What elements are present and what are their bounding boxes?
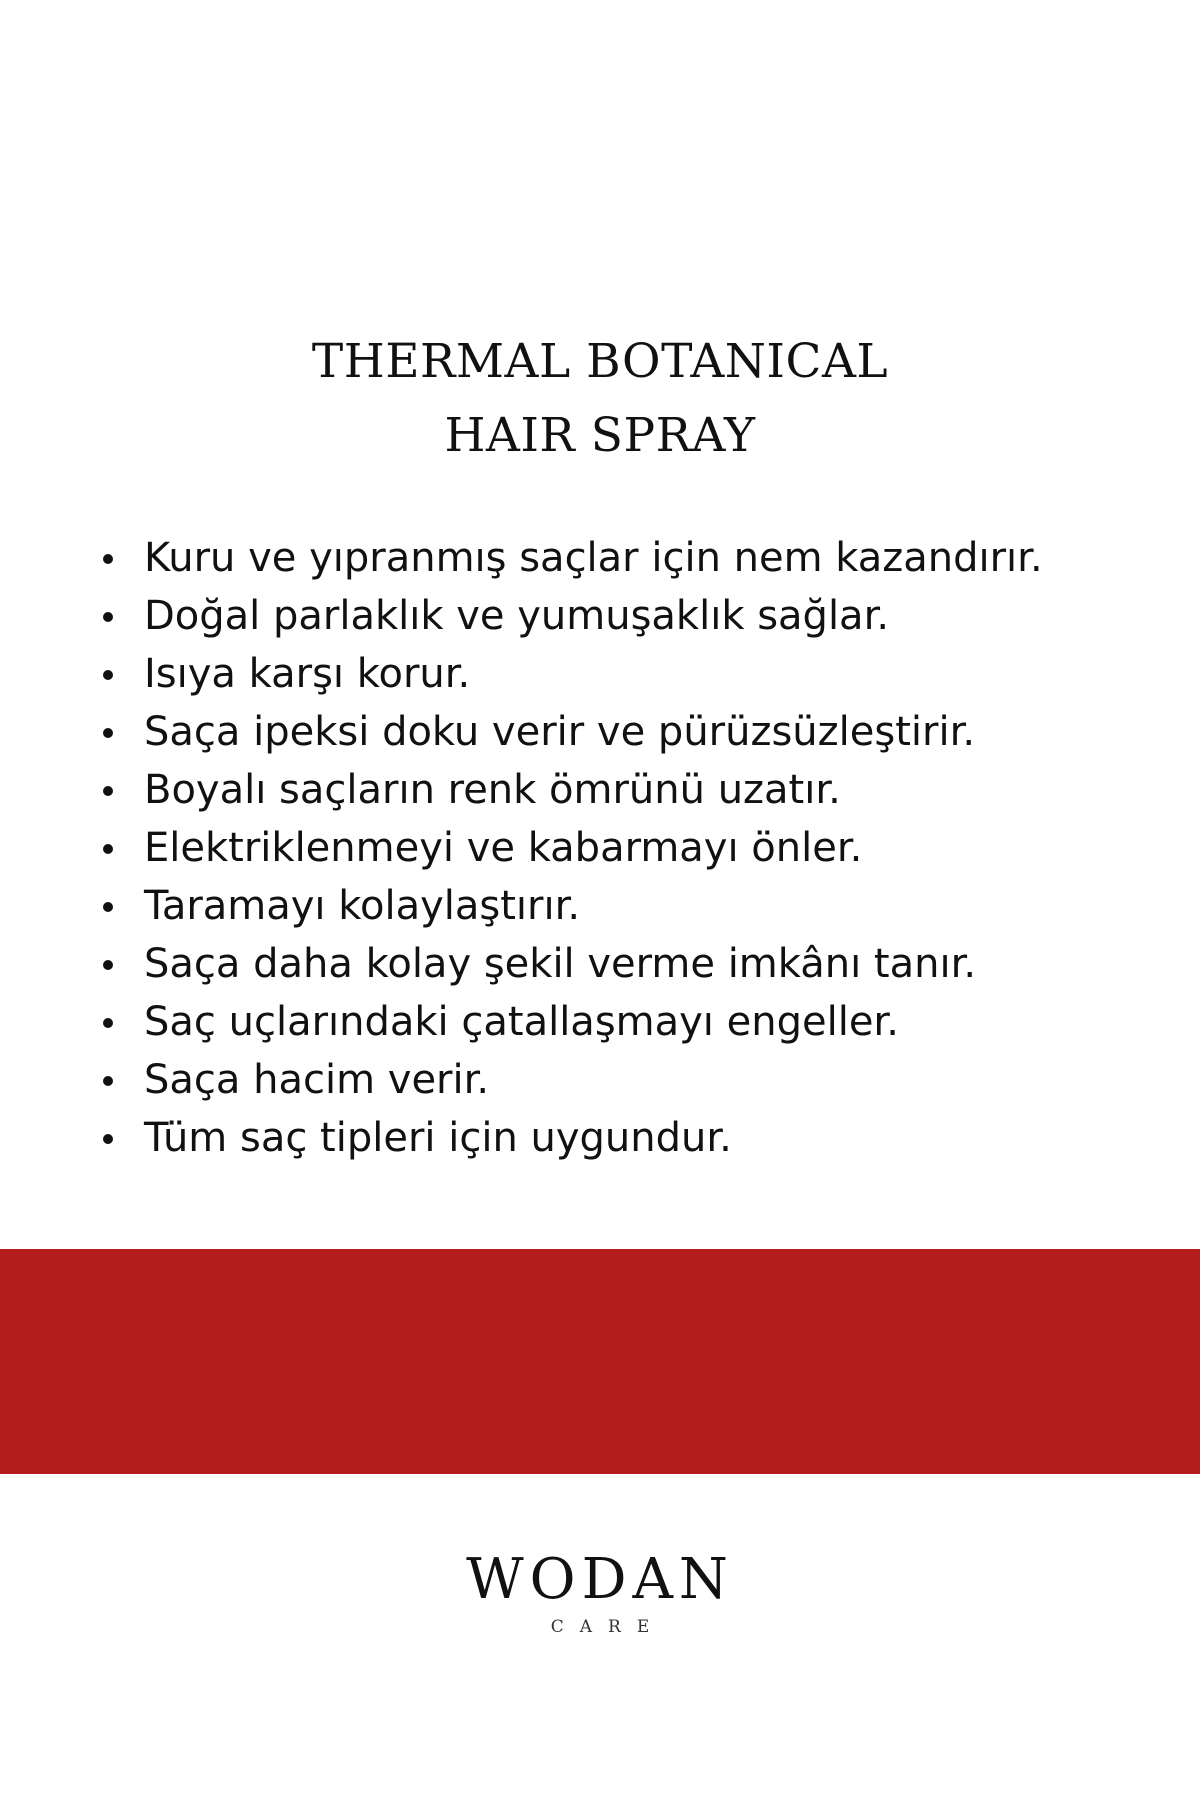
bullet-icon xyxy=(103,844,113,854)
feature-item xyxy=(92,703,1152,761)
bullet-icon xyxy=(103,612,113,622)
feature-text: Isıya karşı korur. xyxy=(144,651,471,697)
feature-text: Boyalı saçların renk ömrünü uzatır. xyxy=(144,767,841,813)
bullet-icon xyxy=(103,1018,113,1028)
bullet-icon xyxy=(103,902,113,912)
brand-name: WODAN xyxy=(466,1547,734,1612)
feature-text: Tüm saç tipleri için uygundur. xyxy=(144,1115,732,1161)
feature-text: Saça daha kolay şekil verme imkânı tanır. xyxy=(144,941,977,987)
feature-item xyxy=(92,587,1152,645)
feature-item xyxy=(92,877,1152,935)
feature-item xyxy=(92,819,1152,877)
feature-item xyxy=(92,1109,1152,1167)
feature-item xyxy=(92,761,1152,819)
bullet-icon xyxy=(103,728,113,738)
bullet-icon xyxy=(103,1076,113,1086)
product-title-line-1: THERMAL BOTANICAL xyxy=(311,334,889,389)
brand-logo xyxy=(0,1545,1200,1639)
feature-text: Saça ipeksi doku verir ve pürüzsüzleştirir. xyxy=(144,709,976,755)
feature-item xyxy=(92,993,1152,1051)
bullet-icon xyxy=(103,554,113,564)
bullet-icon xyxy=(103,670,113,680)
feature-text: Saça hacim verir. xyxy=(144,1057,490,1103)
feature-text: Doğal parlaklık ve yumuşaklık sağlar. xyxy=(144,593,890,639)
feature-item xyxy=(92,529,1152,587)
red-color-band xyxy=(0,1249,1200,1474)
feature-text: Elektriklenmeyi ve kabarmayı önler. xyxy=(144,825,863,871)
feature-item xyxy=(92,935,1152,993)
feature-text: Saç uçlarındaki çatallaşmayı engeller. xyxy=(144,999,899,1045)
feature-item xyxy=(92,1051,1152,1109)
product-title-line-2: HAIR SPRAY xyxy=(444,408,756,463)
brand-subtitle: CARE xyxy=(550,1617,666,1637)
feature-text: Taramayı kolaylaştırır. xyxy=(144,883,581,929)
bullet-icon xyxy=(103,1134,113,1144)
bullet-icon xyxy=(103,786,113,796)
product-title xyxy=(0,325,1200,473)
feature-list xyxy=(92,529,1152,1167)
feature-text: Kuru ve yıpranmış saçlar için nem kazandırır. xyxy=(144,535,1043,581)
feature-item xyxy=(92,645,1152,703)
bullet-icon xyxy=(103,960,113,970)
